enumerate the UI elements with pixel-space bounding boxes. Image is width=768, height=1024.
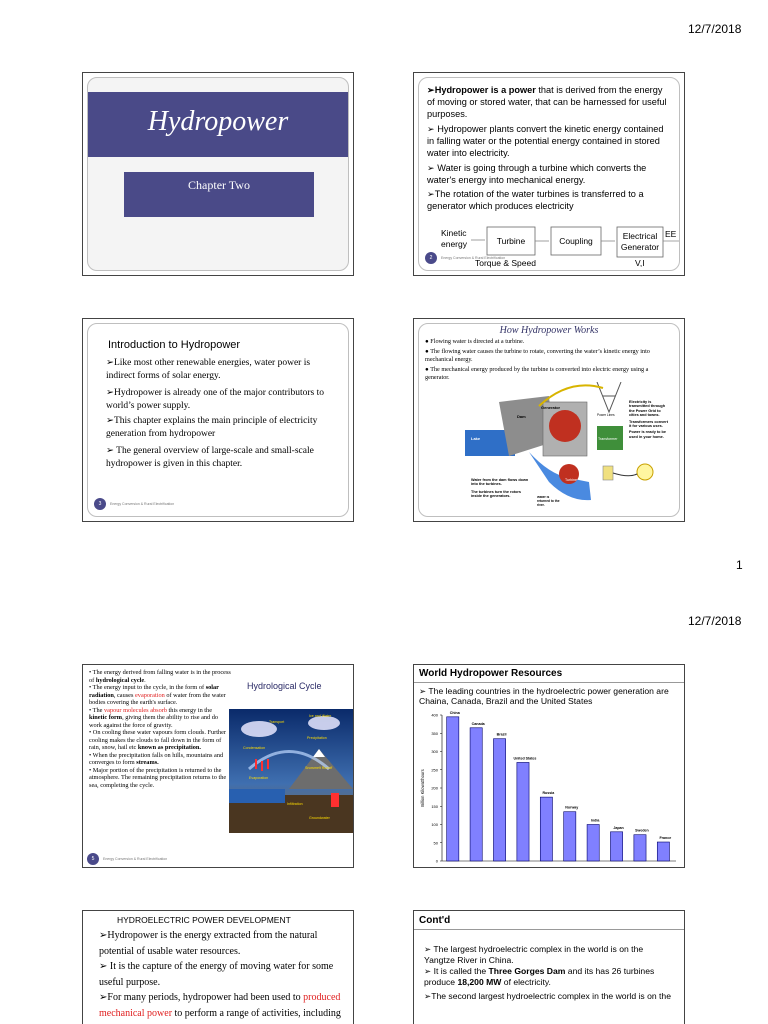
label-infiltration: Infiltration [287,802,303,806]
hydrological-cycle-diagram [229,709,353,833]
slide-title-text: Hydropower [147,106,289,137]
y-tick-label: 0 [435,858,438,864]
generator-rotor [549,410,581,442]
paragraph: ➢The second largest hydroelectric complex in the world is on the [424,991,671,1001]
bar-russia [540,797,552,861]
slide-contd [413,910,685,1024]
bullet: ➢This chapter explains the main principle of electricity generation from hydropower [106,416,318,439]
bar-sweden [634,835,646,861]
y-tick-label: 150 [431,803,438,809]
label-dam: Dam [517,414,526,419]
bar-label: India [590,818,600,823]
label-turbine: Turbine [565,478,578,482]
label-ice-water: Ice and Water [309,714,332,718]
flow-kinetic-1: Kinetic [441,228,467,238]
bullet: ➢The rotation of the water turbines is transferred to a generator which produces electricity [427,189,644,211]
flow-generator-1: Electrical [622,231,658,241]
flow-generator-2: Generator [620,242,660,252]
slide-heading: How Hydropower Works [499,325,599,336]
bullet: ➢Hydropower is already one of the major contributors to world’s power supply. [106,388,324,411]
bullet: ➢ It is the capture of the energy of moving water for some useful purpose. [99,961,334,988]
slide-footer: 5 Energy Conversion & Rural Electrification [87,853,167,865]
bar-label: Sweden [635,828,649,833]
bar-united-states [517,762,529,861]
bullet: ● The flowing water causes the turbine to rotate, converting the water’s kinetic energy into mechanical energy. [425,348,650,363]
label-water: Water from the dam flows down into the turbines. [471,478,529,487]
bullet: ➢For many periods, hydropower had been used to produced mechanical power to perform a range of activities, including [99,992,341,1019]
page-date: 12/7/2018 [688,614,742,628]
slide-title [82,72,354,276]
y-tick-label: 200 [431,785,438,791]
label-electricity: Electricity is transmitted through the Power Grid to cities and towns. [629,400,666,418]
y-tick-label: 300 [431,749,438,754]
label-power-lines: Power Lines [597,413,615,417]
slide-development [82,910,354,1024]
slide-text: ➢ The leading countries in the hydroelectric power generation are Chaina, Canada, Brazil and the United States [419,686,669,706]
bar-china [447,717,459,861]
label-precipitation: Precipitation [307,736,327,740]
slide-how-it-works [413,318,685,522]
page-number: 1 [736,558,743,572]
bar-label: United States [513,756,537,761]
slide-world-resources [413,664,685,868]
bar-label: Canada [471,721,485,726]
slide-hydropower-definition [413,72,685,276]
flow-coupling: Coupling [559,236,593,246]
bar-canada [470,728,482,861]
bullet: ➢ Hydropower plants convert the kinetic energy contained in falling water or the potential energy contained in stored water into electricity. [427,124,664,158]
bullet: • Major portion of the precipitation is returned to the atmosphere. The remaining precipitation returns to the sea, completing the cycle. [89,766,227,789]
bullet: ➢Hydropower is the energy extracted from the natural potential of usable water resources. [99,930,318,957]
bullet: • The energy derived from falling water is in the process of hydrological cycle. [89,669,231,684]
y-tick-label: 400 [431,712,438,718]
slide-subtitle: Chapter Two [188,178,250,192]
label-turbines: The turbines turn the rotors inside the generators. [471,489,521,499]
paragraph: ➢ The largest hydroelectric complex in the world is on the Yangtze River in China. [424,944,644,965]
bullet: • The vapour molecules absorb this energy in the kinetic form, giving them the ability to rise and do work against the force of gravity. [89,706,219,729]
bullet: • The energy input to the cycle, in the form of solar radiation, causes evaporation of water from the water bodies covering the earth's surface. [89,684,226,706]
y-axis-label: Billion Kilowatthours [420,769,425,807]
label-transport: Transport [269,720,285,724]
bullet: • On cooling these water vapours form clouds. Further cooling makes the clouds to fall down in the form of rain, snow, hail etc known as precipitation. [89,729,227,751]
diagram-title: Hydrological Cycle [247,681,322,691]
page-date: 12/7/2018 [688,22,742,36]
y-tick-label: 350 [431,730,438,736]
bar-brazil [493,739,505,861]
y-tick-label: 100 [431,822,438,827]
label-condensation: Condensation [243,746,266,750]
hydropower-bar-chart [414,709,685,868]
bar-india [587,825,599,862]
subtitle-box [124,172,314,217]
title-band [88,92,348,157]
bullet: ➢Like most other renewable energies, water power is indirect forms of solar energy. [106,358,311,381]
bullet: • When the precipitation falls on hills, mountains and converges to form streams. [89,751,224,766]
label-ready: Power is ready to be used in your home. [629,430,666,439]
flow-vi: V,I [635,258,645,268]
label-snowmelt: Snowmelt Runoff [305,766,333,770]
y-tick-label: 50 [433,840,438,846]
flow-torque: Torque & Speed [475,258,536,268]
hydropower-plant-illustration [419,382,680,517]
label-evaporation: Evaporation [249,776,269,780]
bar-norway [564,812,576,861]
outlet [603,466,613,480]
bar-france [657,842,669,861]
label-transformers: Transformers convert it for various uses. [629,419,669,429]
divider [414,929,684,930]
label-returned: Water is returned to the river. [537,496,560,507]
bar-label: Brazil [496,732,507,737]
label-transformer: Transformer [598,437,618,441]
divider [414,682,684,683]
bullet: ➢Hydropower is a power that is derived from the energy of moving or stored water, that can be harnessed for useful purposes. [427,85,667,119]
slide-hydrological-cycle [82,664,354,868]
slide-heading: HYDROELECTRIC POWER DEVELOPMENT [117,915,291,925]
slide-heading: Cont'd [419,915,451,926]
slide-footer: 2 Energy Conversion & Rural Electrification [425,252,505,264]
slide-heading: Introduction to Hydropower [108,339,241,351]
bar-label: Russia [542,791,555,796]
flow-ee: EE [665,229,677,239]
label-groundwater: Groundwater [309,816,330,820]
bar-label: Japan [613,825,624,830]
bar-label: China [449,710,460,715]
slide-footer: 3 Energy Conversion & Rural Electrification [94,498,174,510]
flow-turbine: Turbine [496,236,526,246]
slide-introduction [82,318,354,522]
bullet: ● The mechanical energy produced by the turbine is converted into electric energy using a generator. [425,366,649,381]
slide-heading: World Hydropower Resources [419,668,563,679]
paragraph: ➢ It is called the Three Gorges Dam and its has 26 turbines produce 18,200 MW of electricity. [424,966,655,987]
bullet: ● Flowing water is directed at a turbine. [425,338,525,345]
label-lake: Lake [471,436,481,441]
flow-kinetic-2: energy [441,239,467,249]
bullet: ➢ Water is going through a turbine which converts the water's energy into mechanical energy. [427,163,647,185]
label-generator: Generator [541,405,561,410]
light-bulb [637,464,653,480]
bar-japan [610,832,622,861]
bullet: ➢ The general overview of large-scale and small-scale hydropower is given in this chapter. [106,446,314,469]
bar-label: France [659,836,672,841]
y-tick-label: 250 [431,767,438,773]
bar-label: Norway [565,805,579,810]
cycle-text [89,669,231,789]
